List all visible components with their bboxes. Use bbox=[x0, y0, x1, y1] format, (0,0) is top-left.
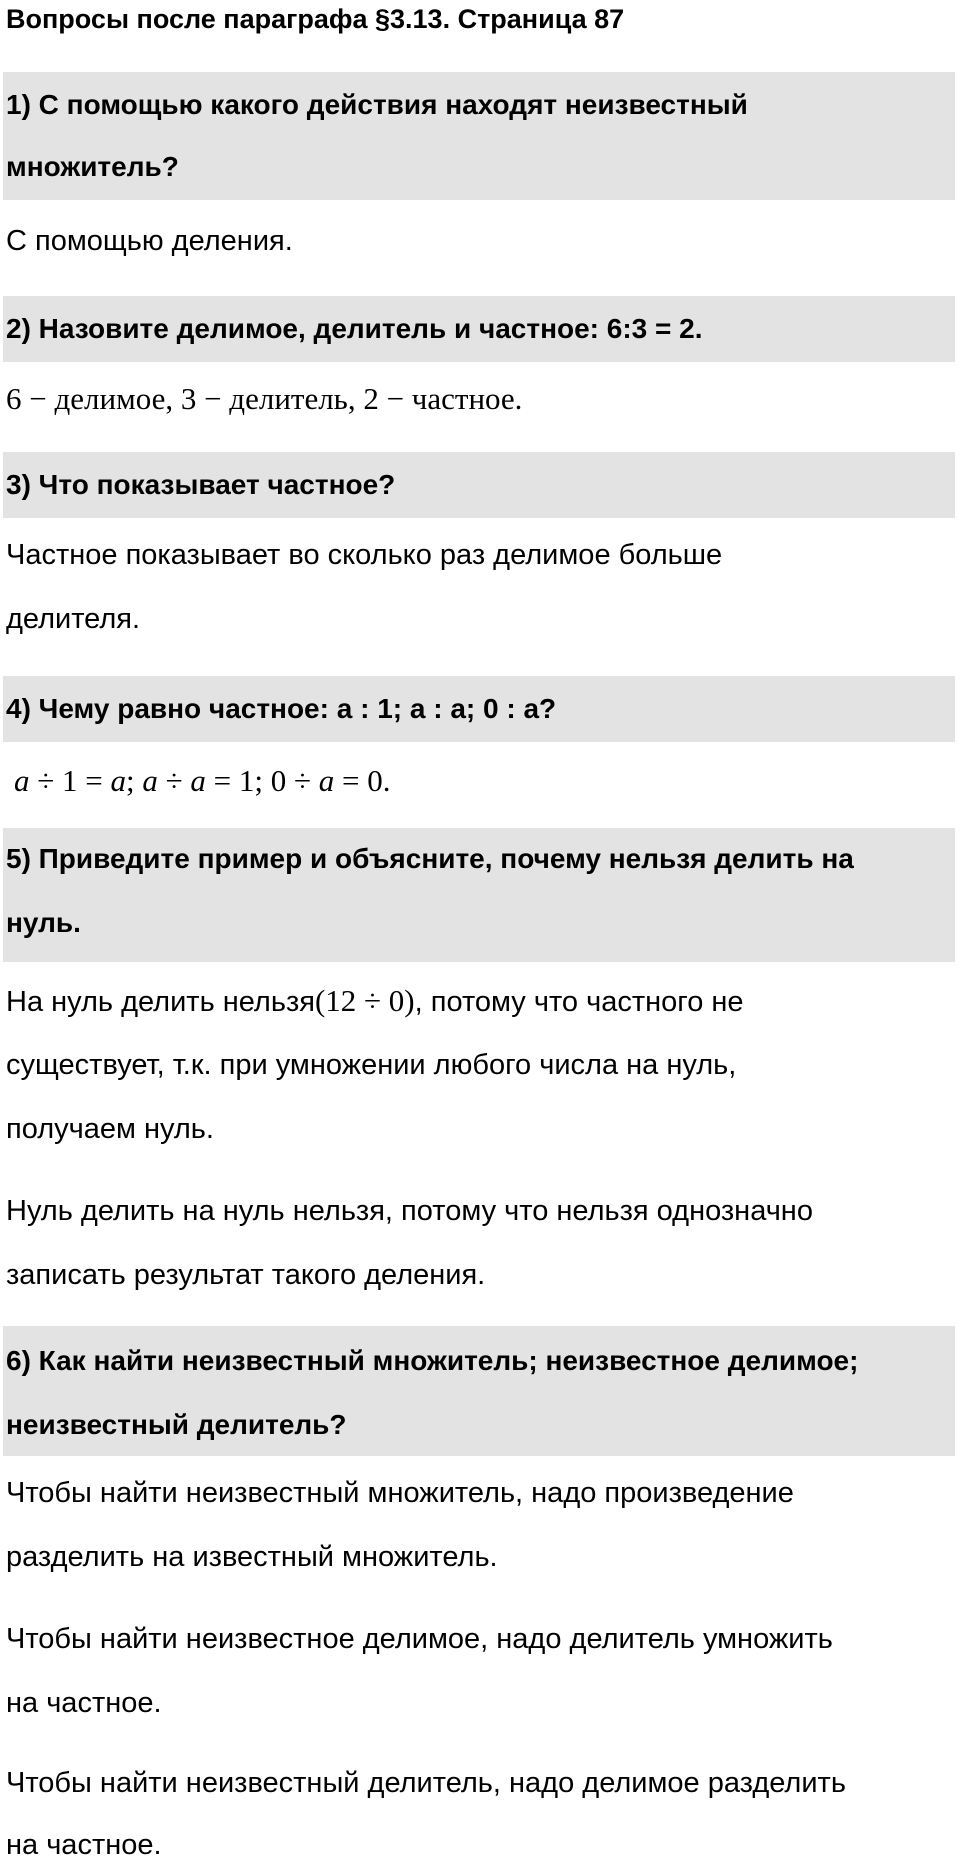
answer-5a-line-1 bbox=[6, 970, 744, 1032]
math-segment: ÷ bbox=[157, 763, 191, 798]
question-2-line-1: 2) Назовите делимое, делитель и частное: 6:3 = 2. bbox=[6, 313, 703, 344]
answer-5a-line-3: получаем нуль. bbox=[6, 1113, 214, 1145]
answer-6b-line-1: Чтобы найти неизвестное делимое, надо делитель умножить bbox=[6, 1623, 833, 1655]
math-var-a: a bbox=[318, 763, 335, 798]
answer-5b-line-1: Нуль делить на нуль нельзя, потому что нельзя однозначно bbox=[6, 1195, 813, 1227]
answer-5a-text-pre: На нуль делить нельзя bbox=[6, 986, 315, 1018]
question-6-line-1: 6) Как найти неизвестный множитель; неизвестное делимое; bbox=[6, 1345, 859, 1376]
answer-5b-line-2: записать результат такого деления. bbox=[6, 1259, 486, 1291]
question-6-line-2: неизвестный делитель? bbox=[6, 1409, 347, 1440]
answer-6c-line-1: Чтобы найти неизвестный делитель, надо делимое разделить bbox=[6, 1767, 846, 1799]
answer-4-math bbox=[14, 750, 390, 812]
math-segment: = 1; 0 ÷ bbox=[205, 763, 319, 798]
answer-6a-line-1: Чтобы найти неизвестный множитель, надо произведение bbox=[6, 1477, 794, 1509]
question-4-line-1: 4) Чему равно частное: а : 1; а : а; 0 : а? bbox=[6, 693, 557, 724]
math-segment: ÷ 1 = bbox=[29, 763, 111, 798]
math-segment: = 0. bbox=[334, 763, 391, 798]
answer-5a-line-2: существует, т.к. при умножении любого числа на нуль, bbox=[6, 1049, 737, 1081]
answer-1-text: С помощью деления. bbox=[6, 225, 293, 257]
answer-6b-line-2: на частное. bbox=[6, 1687, 162, 1719]
question-3-line-1: 3) Что показывает частное? bbox=[6, 469, 396, 500]
math-var-a: a bbox=[142, 763, 158, 798]
answer-3-line-1: Частное показывает во сколько раз делимое больше bbox=[6, 539, 723, 571]
question-5-line-1: 5) Приведите пример и объясните, почему нельзя делить на bbox=[6, 843, 854, 874]
math-segment: ; bbox=[126, 763, 143, 798]
answer-6c-line-2: на частное. bbox=[6, 1829, 162, 1861]
question-1-line-1: 1) С помощью какого действия находят неизвестный bbox=[6, 89, 748, 120]
question-1-line-2: множитель? bbox=[6, 151, 179, 182]
page-title: Вопросы после параграфа §3.13. Страница 87 bbox=[6, 4, 625, 34]
answer-5a-text-post: , потому что частного не bbox=[414, 986, 744, 1018]
answer-2-math: 6 − делимое, 3 − делитель, 2 − частное. bbox=[6, 381, 523, 416]
math-var-a: a bbox=[190, 763, 206, 798]
answer-5a-math: (12 ÷ 0) bbox=[314, 983, 415, 1018]
question-5-line-2: нуль. bbox=[6, 907, 81, 938]
answer-3-line-2: делителя. bbox=[6, 603, 141, 635]
math-var-a: a bbox=[110, 763, 126, 798]
answer-6a-line-2: разделить на известный множитель. bbox=[6, 1541, 498, 1573]
math-var-a: a bbox=[14, 763, 30, 798]
